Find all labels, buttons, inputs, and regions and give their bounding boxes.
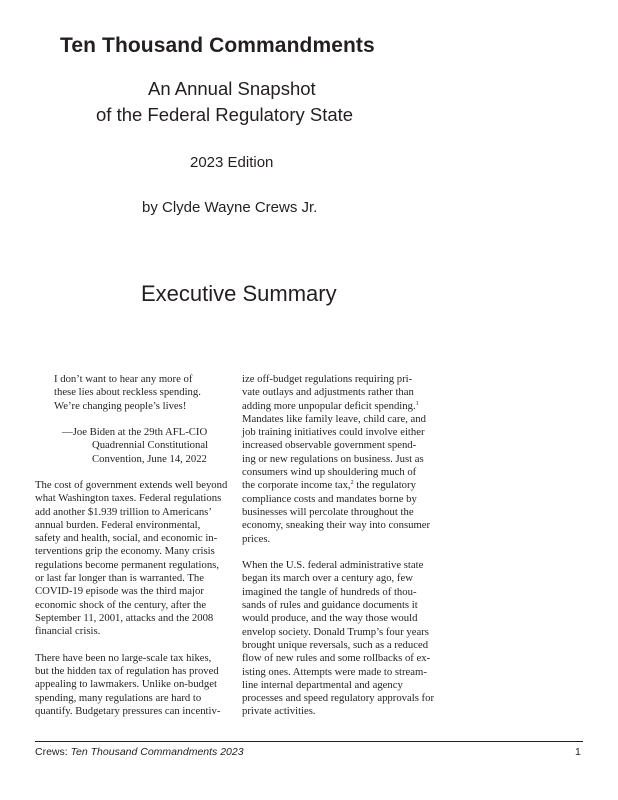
- body-line: line internal departmental and agency: [242, 678, 403, 691]
- body-line: what Washington taxes. Federal regulations: [35, 492, 222, 505]
- body-line: ing or new regulations on business. Just as: [242, 452, 424, 465]
- author-byline: by Clyde Wayne Crews Jr.: [142, 199, 318, 216]
- body-line: quantify. Budgetary pressures can incentiv-: [35, 705, 221, 718]
- body-line: add another $1.939 trillion to Americans’: [35, 505, 212, 518]
- body-line: consumers wind up shouldering much of: [242, 466, 417, 479]
- body-line: ize off-budget regulations requiring pri-: [242, 373, 413, 385]
- body-line: or last far longer than is warranted. The: [35, 572, 204, 585]
- left-column: [35, 479, 227, 718]
- attribution-line: Convention, June 14, 2022: [92, 452, 207, 465]
- footer-book-title: Ten Thousand Commandments 2023: [70, 746, 244, 758]
- body-line: terventions grip the economy. Many crisis: [35, 545, 215, 558]
- body-line: processes and speed regulatory approvals for: [242, 692, 435, 705]
- body-line: began its march over a century ago, few: [242, 572, 413, 585]
- section-heading: Executive Summary: [141, 281, 337, 306]
- attribution-line: —Joe Biden at the 29th AFL-CIO: [62, 426, 208, 438]
- running-footer: [35, 746, 244, 758]
- epigraph-quote: [54, 373, 201, 413]
- body-line: sands of rules and guidance documents it: [242, 599, 418, 612]
- body-line: increased observable government spend-: [242, 439, 417, 452]
- edition-label: 2023 Edition: [190, 154, 274, 171]
- body-line: [242, 400, 434, 413]
- body-line: economic shock of the century, after the: [35, 598, 207, 611]
- body-line: isting ones. Attempts were made to stream-: [242, 665, 427, 678]
- book-title: Ten Thousand Commandments: [60, 34, 375, 57]
- attribution-line: Quadrennial Constitutional: [92, 439, 209, 452]
- subtitle-line-2: of the Federal Regulatory State: [96, 104, 354, 125]
- body-line: flow of new rules and some rollbacks of ex-: [242, 652, 431, 665]
- body-line: When the U.S. federal administrative state: [242, 559, 424, 572]
- body-text: adding more unpopular deficit spending.: [242, 399, 416, 412]
- body-line: private activities.: [242, 705, 316, 718]
- body-line: vate outlays and adjustments rather than: [242, 386, 414, 399]
- body-line: appealing to lawmakers. Unlike on-budget: [35, 678, 217, 691]
- footnote-marker[interactable]: 1: [415, 400, 419, 407]
- body-line: annual burden. Federal environmental,: [35, 518, 201, 531]
- footer-author: Crews:: [35, 746, 71, 758]
- body-line: envelop society. Donald Trump’s four years: [242, 625, 429, 638]
- epigraph-line: We’re changing people’s lives!: [54, 399, 187, 412]
- footer-rule: [35, 741, 583, 742]
- right-column: [242, 373, 434, 719]
- body-line: businesses will percolate throughout the: [242, 505, 414, 518]
- body-line: September 11, 2001, attacks and the 2008: [35, 611, 214, 624]
- body-line: The cost of government extends well beyond: [35, 479, 228, 491]
- body-line: would produce, and the way those would: [242, 612, 418, 625]
- body-line: financial crisis.: [35, 625, 101, 638]
- body-text: the regulatory: [353, 479, 416, 492]
- body-line: compliance costs and mandates borne by: [242, 492, 417, 505]
- body-line: regulations become permanent regulations,: [35, 558, 219, 571]
- body-line: COVID-19 episode was the third major: [35, 585, 204, 598]
- body-line: brought unique reversals, such as a reduced: [242, 638, 429, 651]
- body-line: [242, 479, 434, 492]
- footnote-marker[interactable]: 2: [350, 480, 354, 487]
- body-line: spending, many regulations are hard to: [35, 691, 202, 704]
- body-line: prices.: [242, 532, 271, 545]
- body-line: Mandates like family leave, child care, and: [242, 412, 426, 425]
- page-number: 1: [575, 746, 581, 758]
- body-line: safety and health, social, and economic in-: [35, 532, 218, 545]
- epigraph-line: these lies about reckless spending.: [54, 386, 201, 399]
- body-line: job training initiatives could involve either: [242, 426, 425, 439]
- body-text: the corporate income tax,: [242, 479, 351, 492]
- epigraph-line: I don’t want to hear any more of: [54, 373, 193, 385]
- body-line: There have been no large-scale tax hikes,: [35, 651, 212, 664]
- epigraph-attribution: [62, 426, 208, 466]
- body-line: imagined the tangle of hundreds of thou-: [242, 585, 417, 598]
- body-line: but the hidden tax of regulation has proved: [35, 665, 219, 678]
- body-line: economy, sneaking their way into consumer: [242, 519, 431, 532]
- subtitle-line-1: An Annual Snapshot: [148, 78, 316, 99]
